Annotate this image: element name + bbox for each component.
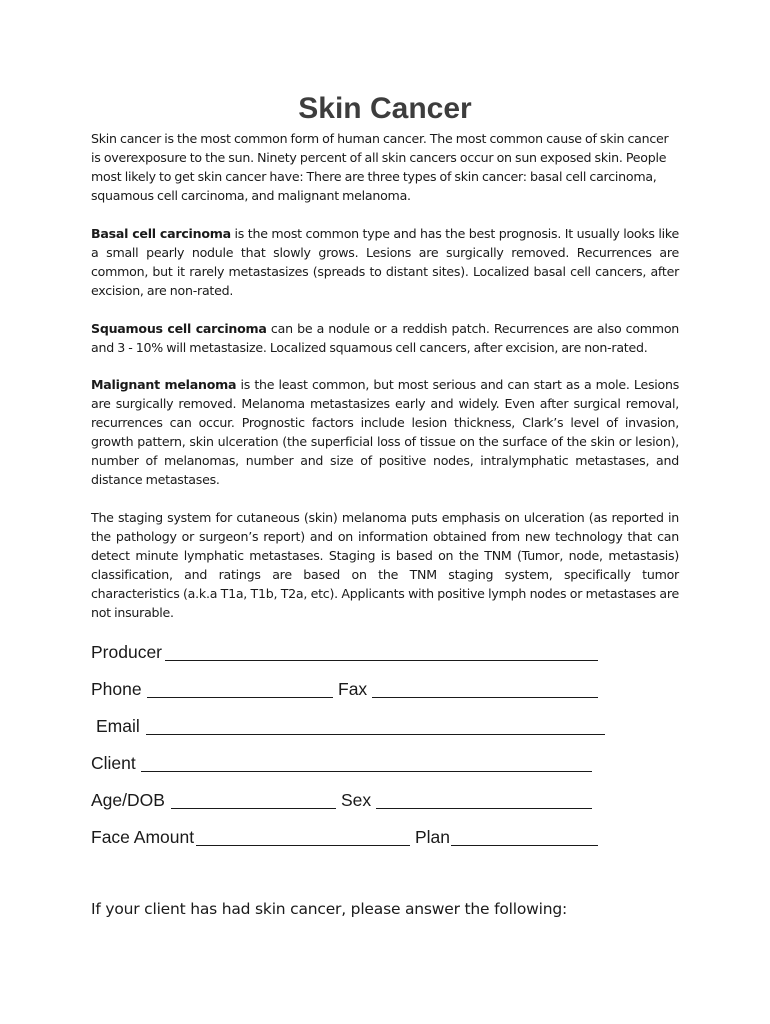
plan-label: Plan xyxy=(415,827,451,847)
page-title: Skin Cancer xyxy=(298,92,472,125)
squamous-term: Squamous cell carcinoma xyxy=(91,321,267,336)
followup-prompt: If your client has had skin cancer, please answer the following: xyxy=(91,900,567,918)
plan-field[interactable] xyxy=(451,845,598,846)
sex-label: Sex xyxy=(341,790,372,810)
squamous-paragraph xyxy=(91,319,679,357)
fax-label: Fax xyxy=(338,679,368,699)
phone-label: Phone xyxy=(91,679,142,699)
client-field[interactable] xyxy=(141,771,592,772)
staging-paragraph: The staging system for cutaneous (skin) melanoma puts emphasis on ulceration (as reported in the pathology or surgeon’s report) and on information obtained from new technology that can detect minute lymphatic metastases. Staging is based on the TNM (Tumor, node, metastasis) classification, and ratings are based on the TNM staging system, specifically tumor characteristics (a.k.a T1a, T1b, T2a, etc). Applicants with positive lymph nodes or metastases are not insurable. xyxy=(91,510,679,620)
age-dob-field[interactable] xyxy=(171,808,336,809)
melanoma-paragraph xyxy=(91,375,679,489)
sex-field[interactable] xyxy=(376,808,592,809)
fax-field[interactable] xyxy=(372,697,598,698)
intro-paragraph: Skin cancer is the most common form of human cancer. The most common cause of skin cancer is overexposure to the sun. Ninety percent of all skin cancers occur on sun exposed skin. People most likely to get skin cancer have: There are three types of skin cancer: basal cell carcinoma, squamous cell carcinoma, and malignant melanoma. xyxy=(91,131,669,203)
client-label: Client xyxy=(91,753,136,773)
phone-field[interactable] xyxy=(147,697,333,698)
basal-term: Basal cell carcinoma xyxy=(91,226,231,241)
age-dob-label: Age/DOB xyxy=(91,790,165,810)
producer-field[interactable] xyxy=(165,660,598,661)
basal-paragraph xyxy=(91,224,679,300)
melanoma-text: is the least common, but most serious and can start as a mole. Lesions are surgically removed. Melanoma metastasizes early and widely. Even after surgical removal, recurrences can occur. Prognostic factors include lesion thickness, Clark’s level of invasion, growth pattern, skin ulceration (the superficial loss of tissue on the surface of the skin or lesion), number of melanomas, number and size of positive nodes, intralymphatic metastases, and distance metastases. xyxy=(91,377,680,487)
email-label: Email xyxy=(96,716,140,736)
face-amount-field[interactable] xyxy=(196,845,410,846)
producer-label: Producer xyxy=(91,642,163,662)
email-field[interactable] xyxy=(146,734,605,735)
squamous-text: can be a nodule or a reddish patch. Recurrences are also common and 3 - 10% will metastasize. Localized squamous cell cancers, after excision, are non-rated. xyxy=(91,321,680,355)
melanoma-term: Malignant melanoma xyxy=(91,377,237,392)
face-amount-label: Face Amount xyxy=(91,827,195,847)
basal-text: is the most common type and has the best prognosis. It usually looks like a small pearly nodule that slowly grows. Lesions are surgically removed. Recurrences are common, but it rarely metastasizes (spreads to distant sites). Localized basal cell cancers, after excision, are non-rated. xyxy=(91,226,680,298)
